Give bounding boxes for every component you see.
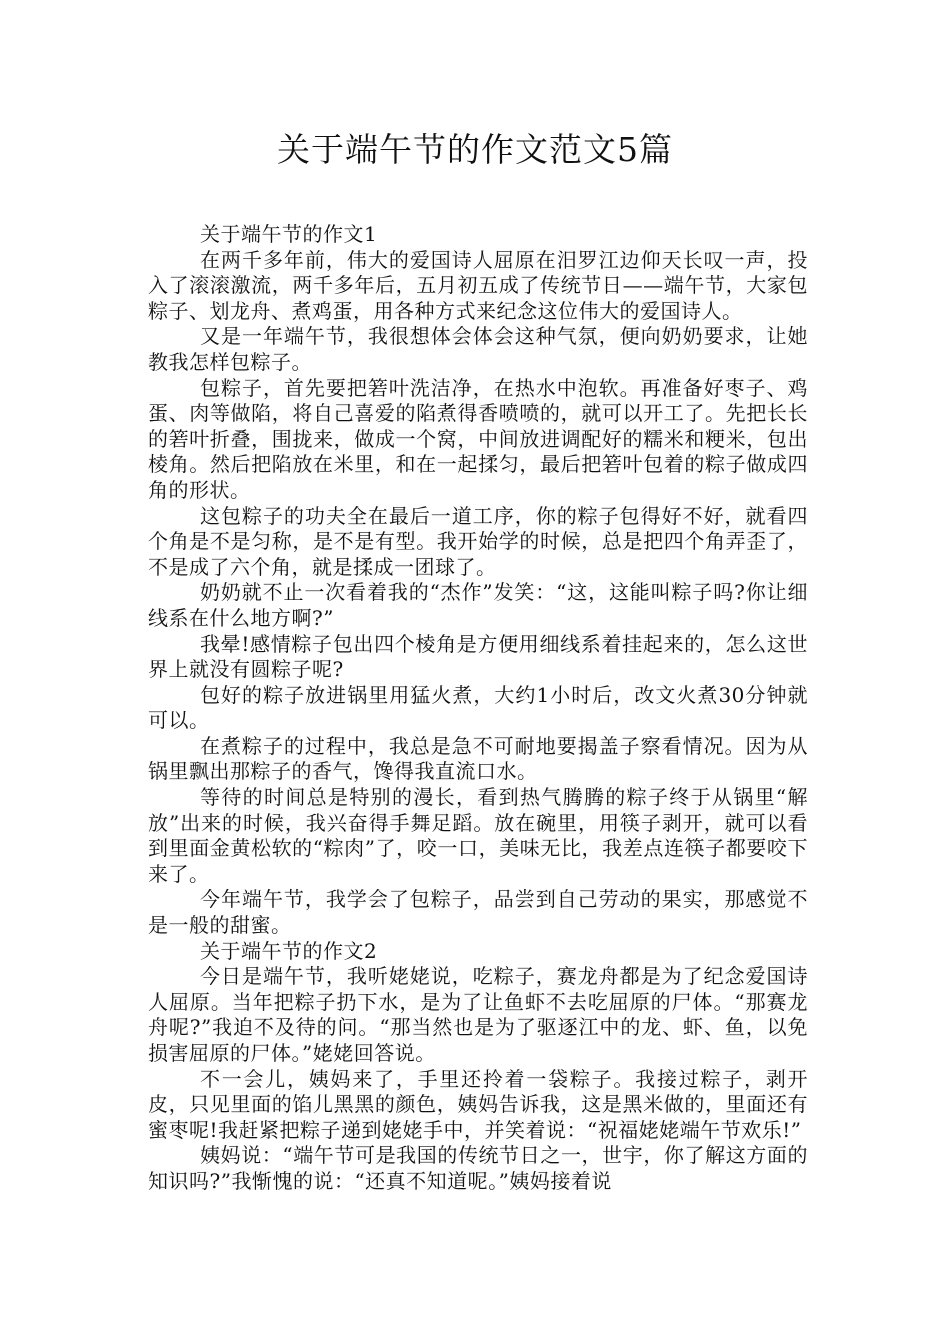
document-title: 关于端午节的作文范文5篇 — [277, 130, 673, 169]
paragraph: 姨妈说：“端午节可是我国的传统节日之一，世宇，你了解这方面的知识吗?”我惭愧的说：“还真不知道呢。”姨妈接着说 — [148, 1143, 808, 1193]
section-heading-2: 关于端午节的作文2 — [200, 938, 378, 963]
paragraph: 今日是端午节，我听姥姥说，吃粽子，赛龙舟都是为了纪念爱国诗人屈原。当年把粽子扔下水，是为了让鱼虾不去吃屈原的尸体。“那赛龙舟呢?”我迫不及待的问。“那当然也是为了驱逐江中的龙、虾、鱼，以免损害屈原的尸体。”姥姥回答说。 — [148, 964, 808, 1065]
paragraph: 在两千多年前，伟大的爱国诗人屈原在汨罗江边仰天长叹一声，投入了滚滚激流，两千多年后，五月初五成了传统节日——端午节，大家包粽子、划龙舟、煮鸡蛋，用各种方式来纪念这位伟大的爱国诗人。 — [148, 247, 808, 323]
paragraph: 在煮粽子的过程中，我总是急不可耐地要揭盖子察看情况。因为从锅里飘出那粽子的香气，馋得我直流口水。 — [148, 733, 808, 784]
paragraph: 又是一年端午节，我很想体会体会这种气氛，便向奶奶要求，让她教我怎样包粽子。 — [148, 324, 808, 374]
paragraph: 包粽子，首先要把箬叶洗洁净，在热水中泡软。再准备好枣子、鸡蛋、肉等做陷，将自己喜爱的陷煮得香喷喷的，就可以开工了。先把长长的箬叶折叠，围拢来，做成一个窝，中间放进调配好的糯米和粳米，包出棱角。然后把陷放在米里，和在一起揉匀，最后把箬叶包着的粽子做成四角的形状。 — [148, 375, 808, 502]
paragraph: 包好的粽子放进锅里用猛火煮，大约1小时后，改文火煮30分钟就可以。 — [148, 682, 808, 733]
paragraph: 奶奶就不止一次看着我的“杰作”发笑：“这，这能叫粽子吗?你让细线系在什么地方啊?” — [148, 580, 808, 630]
paragraph: 这包粽子的功夫全在最后一道工序，你的粽子包得好不好，就看四个角是不是匀称，是不是有型。我开始学的时候，总是把四个角弄歪了，不是成了六个角，就是揉成一团球了。 — [148, 503, 808, 579]
section-heading-1: 关于端午节的作文1 — [200, 222, 378, 246]
paragraph: 等待的时间总是特别的漫长，看到热气腾腾的粽子终于从锅里“解放”出来的时候，我兴奋得手舞足蹈。放在碗里，用筷子剥开，就可以看到里面金黄松软的“粽肉”了，咬一口，美味无比，我差点连筷子都要咬下来了。 — [148, 785, 808, 886]
paragraph: 今年端午节，我学会了包粽子，品尝到自己劳动的果实，那感觉不是一般的甜蜜。 — [148, 887, 808, 938]
document-body — [148, 222, 808, 1195]
paragraph: 不一会儿，姨妈来了，手里还拎着一袋粽子。我接过粽子，剥开皮，只见里面的馅儿黑黑的颜色，姨妈告诉我，这是黑米做的，里面还有蜜枣呢!我赶紧把粽子递到姥姥手中，并笑着说：“祝福姥姥端午节欢乐!” — [148, 1066, 808, 1142]
paragraph: 我晕!感情粽子包出四个棱角是方便用细线系着挂起来的，怎么这世界上就没有圆粽子呢? — [148, 631, 808, 682]
